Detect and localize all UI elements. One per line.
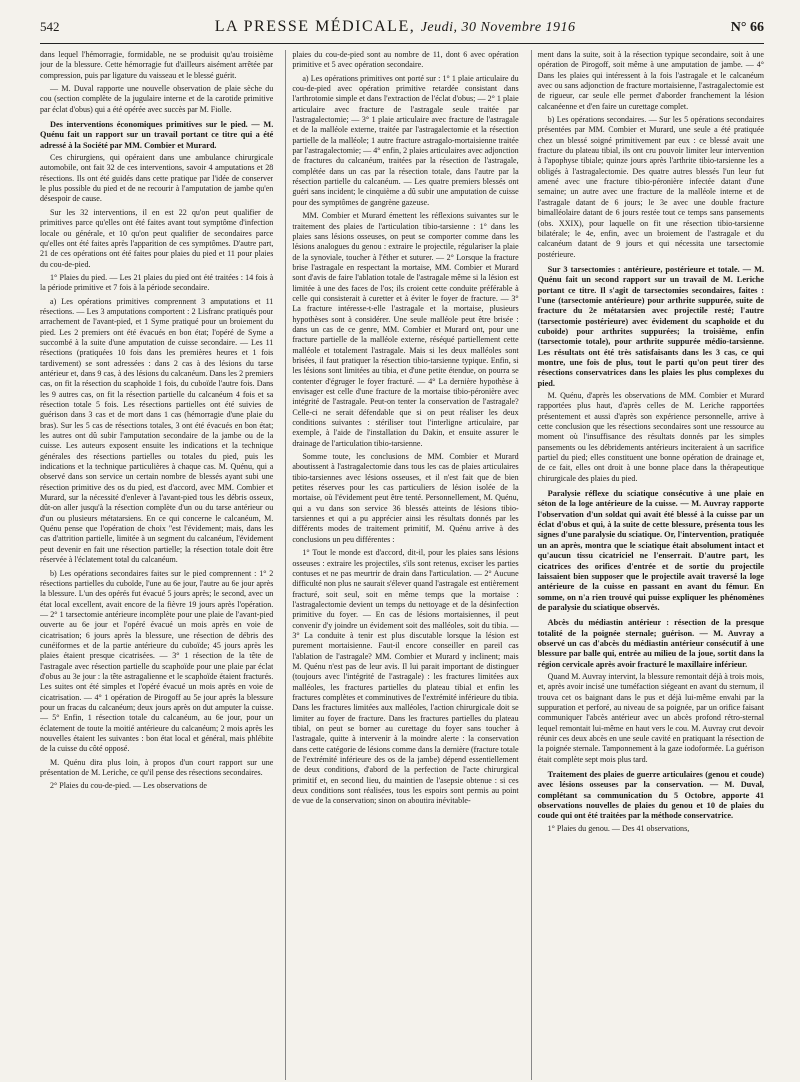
section-heading: Sur 3 tarsectomies : antérieure, postérieure et totale. — M. Quénu fait un second rapport sur un travail de M. Leriche portant ce titre. Il s'agit de tarsectomies secondaires, faites : l'une (tarsectomie antérieure) pour arthrite suppurée, suite de fracture du 2e métatarsien avec projectile resté; l'autre (tarsectomie postérieure) avec évidement du scaphoïde et du cuboïde) pour arthrites suppurées; la troisième, enfin (tarsectomie totale), pour arthrite suppurée médio-tarsienne. Les résultats ont été très satisfaisants dans les 3 cas, ce qui montre, une fois de plus, tout le parti qu'on peut tirer des résections conservatrices dans les plaies les plus complexes du pied. — [537, 264, 764, 388]
paragraph: Sur les 32 interventions, il en est 22 qu'on peut qualifier de primitives parce qu'elles ont été faites avant tout symptôme d'infection locale ou générale, et 10 qu'on peut qualifier de secondaires parce qu'elles ont été faites après l'apparition de ces symptômes. D'autre part, 21 de ces opérations ont été faites pour plaies du pied et 11 pour plaies du cou-de-pied. — [40, 207, 274, 269]
paragraph: plaies du cou-de-pied sont au nombre de 11, dont 6 avec opération primitive et 5 avec opération secondaire. — [292, 50, 519, 70]
paragraph: b) Les opérations secondaires. — Sur les 5 opérations secondaires présentées par MM. Combier et Murard, une seule a été pratiquée chez un blessé soigné primitivement par eux : ce blessé avait une fracture du plateau tibial, ils ont cru pouvoir limiter leur intervention à l'apophyse tibiale; quinze jours après l'arthrite tibio-tarsienne les a obligés à l'astragalectomie. Des quatre autres blessés l'un leur fut amené avec une fracture tibio-péronière infectée datant d'une semaine; un autre avec une fracture de la malléole interne et de l'astragale datant de 6 jours; le 3e avec une double fracture bimalléolaire datant de 6 jours restée tout ce temps sans pansements (obs. XXIX), pour laquelle on fit une résection tibio-tarsienne bilatérale; le 4e, enfin, avec un broiement de l'astragale et du calcanéum datant de 9 jours et qui nécessita une tarsectomie postérieure. — [537, 115, 764, 259]
paragraph: ment dans la suite, soit à la résection typique secondaire, soit à une opération de Pirogoff, soit même à une amputation de jambe. — 4° Dans les plaies qui intéressent à la fois l'astragale et le calcanéum avec ou sans adjonction de fracture mortaisienne, l'astragalectomie est de rigueur, car seule elle permet d'aborder franchement la lésion calcanéenne et d'en faire un curettage complet. — [537, 50, 764, 111]
paragraph: M. Quénu dira plus loin, à propos d'un court rapport sur une présentation de M. Leriche, ce qu'il pense des résections secondaires. — [40, 757, 274, 778]
paragraph: Quand M. Auvray intervint, la blessure remontait déjà à trois mois, et, après avoir incisé une tuméfaction siégeant en avant du sternum, il trouva cet os baignant dans le pus et déjà lui-même envahi par la suppuration et perforé, au niveau de sa poignée, par un orifice faisant communiquer l'abcès antérieur avec un abcès profond rétro-sternal lequel remontait lui-même en haut vers le cou. M. Auvray crut devoir réunir ces deux abcès en une seule cavité en pratiquant la résection de la poignée sternale. Tamponnement à la gaze iodoformée. La guérison était complète sept mois plus tard. — [537, 671, 764, 764]
paragraph: Ces chirurgiens, qui opéraient dans une ambulance chirurgicale automobile, ont fait 32 de ces interventions, savoir 4 amputations et 28 résections. Ils ont été guidés dans cette pratique par l'idée de conserver le plus possible du pied et de ne recourir à l'amputation de jambe qu'en désespoir de cause. — [40, 153, 274, 204]
paragraph: b) Les opérations secondaires faites sur le pied comprennent : 1° 2 résections partielles du cuboïde, l'une au 6e jour, l'autre au 6e jour après la blessure. L'un des opérés fut évacué 5 jours après; le second, avec un état local excellent, avait encore de la fièvre 19 jours après l'opération. — 2° 1 tarsectomie antérieure incomplète pour une plaie de l'avant-pied ouverte au 6e jour et l'opéré évacué un mois après en voie de cicatrisation; 6 jours après la blessure, une résection de débris des cunéiformes et de la partie antérieure du cuboïde; 45 jours après les plaies étaient presque cicatrisées. — 3° 1 résection de la tête de l'astragale avec résection partielle du scaphoïde pour une plaie par éclat d'obus au 3e jour : la tête astragalienne et le scaphoïde étaient fracturés. Les suites ont été simples et l'opéré évacué un mois après en voie de cicatrisation. — 4° 1 opération de Pirogoff au 5e jour après la blessure pour un fracas du calcanéum; deux jours après on dut amputer la cuisse. — 5° Enfin, 1 résection totale du calcanéum, au 6e jour, pour un éclatement de toute la moitié antérieure du calcanéum; 2 mois après les nouvelles étaient les suivantes : bon état local et général, mais phlébite de la cuisse du côté opposé. — [40, 568, 274, 754]
paragraph: 1° Tout le monde est d'accord, dit-il, pour les plaies sans lésions osseuses : extraire les projectiles, s'ils sont retenus, exciser les parties contuses et ne pas meurtrir de drain dans l'articulation. — 2° Aucune difficulté non plus ne saurait s'élever quand l'astragale est entièrement fracturé, soit seul, soit en même temps que la mortaise : l'astragalectomie devient un temps du nettoyage et de la désinfection primitive du foyer. — En cas de lésions mortaisiennes, il peut convenir d'y joindre un évidement soit des malléoles, soit du tibia. — 3° La conduite à tenir est plus discutable lorsque la lésion est purement mortaisienne. Faut-il encore conseiller en pareil cas l'ablation de l'astragale? MM. Combier et Murard y inclinent; mais M. Quénu n'est pas de leur avis. Il lui parait important de distinguer (toujours avec l'intégrité de l'astragale) : les fractures limitées aux malléoles, les fractures partielles du plateau tibial et enfin les fractures complètes et comminutives de l'extrémité inférieure du tibia. Dans les fractures limitées aux malléoles, l'action chirurgicale doit se limiter au foyer de fracture. Dans les fractures partielles du plateau tibial, on peut se borner au curettage du foyer sans toucher à l'astragale, quitte à intervenir à la moindre alerte : la conservation dans cette catégorie de lésions comme dans la dernière (fracture totale de l'extrémité inférieure des os de la jambe) dépend essentiellement de deux conditions, d'abord de la perfection de l'acte chirurgical primitif et, en second lieu, du maintien de l'asepsie obtenue : si ces deux conditions sont réalisées, tous les espoirs sont permis au point de vue de la conservation; sinon on aboutira inévitable- — [292, 548, 519, 806]
article-columns — [40, 50, 764, 1080]
issue-date: Jeudi, 30 Novembre 1916 — [420, 20, 576, 35]
section-heading: Paralysie réflexe du sciatique consécutive à une plaie en séton de la loge antérieure de la cuisse. — M. Auvray rapporte l'observation d'un soldat qui avait été blessé à la cuisse par un éclat d'obus et qui, à la suite de cette blessure, présenta tous les signes d'une paralysie du sciatique. Or, l'intervention, pratiquée un an après, montra que le sciatique était absolument intact et qu'aucun tissu cicatriciel ne l'enserrait. D'autre part, les cicatrices des orifices d'entrée et de sortie du projectile laissaient bien supposer que le projectile avait traversé la loge antérieure de la cuisse en passant en avant du fémur. En somme, on n'a rien trouvé qui puisse expliquer les phénomènes de paralysie du sciatique observés. — [537, 489, 764, 612]
column-left — [40, 50, 273, 1080]
paragraph: dans lequel l'hémorragie, formidable, ne se produisit qu'au troisième jour de la blessure. Cette hémorragie fut d'ailleurs aisément arrêtée par compression, puis par ligature du vaisseau et le blessé guérit. — [40, 50, 274, 80]
page-header — [40, 18, 764, 44]
paragraph: Somme toute, les conclusions de MM. Combier et Murard aboutissent à l'astragalectomie dans tous les cas de plaies articulaires tibio-tarsiennes avec lésions osseuses, et il n'est fait que de bien petites réserves pour les cas particuliers de lésion isolée de la mortaise, où l'évidement peut être tenté. Personnellement, M. Quénu, qui a vu dans son service 36 blessés atteints de lésions tibio-tarsiennes et qui a pu apprécier ainsi les résultats donnés par les différents modes de traitement primitif, M. Quénu arrive à des conclusions un peu différentes : — [292, 452, 519, 544]
section-heading: Abcès du médiastin antérieur : résection de la presque totalité de la poignée sternale; guérison. — M. Auvray a observé un cas d'abcès du médiastin antérieur consécutif à une blessure par balle qui, entrée au milieu de la joue, sortit dans la région cervicale après avoir fracturé le maxillaire inférieur. — [537, 618, 764, 669]
section-heading: Traitement des plaies de guerre articulaires (genou et coude) avec lésions osseuses par la conservation. — M. Duval, complétant sa communication du 5 Octobre, apporte 41 observations nouvelles de plaies du genou et 10 de plaies du coude qui ont été traitées par la méthode conservatrice. — [537, 770, 764, 821]
paragraph: a) Les opérations primitives ont porté sur : 1° 1 plaie articulaire du cou-de-pied avec opération primitive retardée consistant dans l'arthrotomie simple et dans l'extraction de l'éclat d'obus; — 2° 1 plaie articulaire avec fracture de l'astragale seule traitée par l'astragalectomie; — 3° 1 plaie articulaire avec fracture de l'astragale et de la malléole externe, traitée par l'astragalectomie et la résection partielle de la malléole; 1 autre fracture astragalo-mortaisienne traitée par l'astragalectomie; — 4° enfin, 2 plaies articulaires avec adjonction de fractures du calcanéum, traitées par la résection de l'astragale, complétée dans un cas par la résection totale, dans l'autre par la résection partielle du calcanéum. — Les quatre premiers blessés ont guéri sans incident; le cinquième a dû subir une amputation de cuisse pour des symptômes de gangrène gazeuse. — [292, 73, 519, 207]
paragraph: — M. Duval rapporte une nouvelle observation de plaie sèche du cou (section complète de la jugulaire interne et de la carotide primitive par éclat d'obus) qui a été opérée avec succès par M. Fiolle. — [40, 84, 274, 114]
journal-name: LA PRESSE MÉDICALE, — [214, 18, 421, 35]
paragraph: a) Les opérations primitives comprennent 3 amputations et 11 résections. — Les 3 amputations comportent : 2 Lisfranc pratiqués pour arrachement de l'avant-pied, et 1 Syme pratiqué pour un broiement du pied. Les 2 premiers ont été évacués en bon état; l'opéré de Syme a succombé à la suite d'une amputation de cuisse secondaire. — Les 11 résections (pratiquées 10 fois dans les premières heures et 1 fois tardivement) se sont adressées : dans 2 cas à des lésions du tarse antérieur et, dans 9 cas, à des lésions du calcanéum. Dans les 2 premiers cas, on fit la résection du scaphoïde 1 fois, du cuboïde l'autre fois. Dans les 9 autres cas, on fit la résection partielle du calcanéum 4 fois et sa résection totale 5 fois. Les résections partielles ont été suivies de guérison dans 3 cas et de mort dans 1 cas (hémorragie d'une plaie du bras). Sur les 5 cas de résections totales, 3 ont été évacués en bon état; les autres ont dû subir l'amputation secondaire de la jambe ou de la cuisse. Les auteurs exposent ensuite les indications et la technique générales des résections partielles ou totales du pied, puis les indications et la technique particulières à chaque cas. M. Quénu, qui a observé dans son service un certain nombre de blessés ayant subi une résection primitive des os du pied, est d'accord, avec MM. Combier et Murard, sur la nécessité d'enlever à l'avant-pied tous les débris osseux, dût-on aller jusqu'à la résection complète d'un ou du tarse antérieur ou d'un ou plusieurs métatarsiens. En ce qui concerne le calcanéum, M. Quénu pense que l'opération de choix "est l'évidement; mais, dans les cas d'attrition partielle, limitée à un segment du calcanéum, l'évidement peut devenir en fait une résection partielle; la résection totale doit être réservée à l'éclatement total du calcanéum. — [40, 296, 274, 565]
column-right — [531, 50, 764, 1080]
issue-number: N° 66 — [730, 20, 764, 35]
journal-title — [215, 18, 576, 36]
paragraph: M. Quénu, d'après les observations de MM. Combier et Murard rapportées plus haut, d'après celles de M. Leriche rapportées présentement et aussi d'après son expérience personnelle, arrive à cette conclusion que les résections secondaires sont une ressource au moment où l'insuffisance des résultats donnés par les simples pansements ou les débridements antérieurs inciteraient à un sacrifice partiel du pied; elles constituent une bonne opération de drainage et, de ce fait, elles ont droit à une bonne place dans la thérapeutique chirurgicale des plaies du pied. — [537, 391, 764, 483]
paragraph: 2° Plaies du cou-de-pied. — Les observations de — [50, 781, 207, 791]
column-middle — [285, 50, 518, 1080]
paragraph: 1° Plaies du pied. — Les 21 plaies du pied ont été traitées : 14 fois à la période primitive et 7 fois à la période secondaire. — [40, 272, 274, 293]
paragraph: MM. Combier et Murard émettent les réflexions suivantes sur le traitement des plaies de l'articulation tibio-tarsienne : 1° dans les plaies sans lésions osseuses, on peut se comporter comme dans les lésions analogues du genou : extraire le projectile, régulariser la plaie de la synoviale, toucher à l'éther et suturer. — 2° Lorsque la fracture brise l'astragale en respectant la mortaise, MM. Combier et Murard sont d'avis de faire l'ablation totale de l'astragale même si la lésion est limitée à une des faces de l'os; ils croient cette conduite préférable à celle qui consisterait à curetter et à éviter le foyer de fracture. — 3° La fracture intéresse-t-elle l'astragale et la mortaise, plusieurs hypothèses sont à considérer. Une seule malléole peut être brisée : dans un cas de ce genre, MM. Combier et Murard ont, pour une fracture partielle de la malléole externe, réséqué partiellement cette malléole et totalement l'astragale. Mais si les deux malléoles sont brisées, il faut pratiquer la résection tibio-tarsienne typique. Enfin, si les lésions sont limitées au tibia, et d'une petite étendue, on pourra se contenter d'égruger le foyer fracturé. — 4° La dernière hypothèse à envisager est celle d'une fracture de la mortaise tibio-péronière avec intégrité de l'astragale. Peut-on tenter la conservation de l'astragale? Celle-ci ne serait défendable que si on peut réaliser les deux conditions suivantes : stériliser tout l'interligne articulaire, par exemple, à l'aide de l'installation du Dakin, et ensuite assurer le drainage de l'articulation tibio-tarsienne. — [292, 211, 519, 448]
page-number: 542 — [40, 19, 60, 34]
section-heading: Des interventions économiques primitives sur le pied. — M. Quénu fait un rapport sur un travail portant ce titre qui a été adressé à la Société par MM. Combier et Murard. — [40, 120, 274, 150]
paragraph: 1° Plaies du genou. — Des 41 observations, — [547, 823, 690, 833]
